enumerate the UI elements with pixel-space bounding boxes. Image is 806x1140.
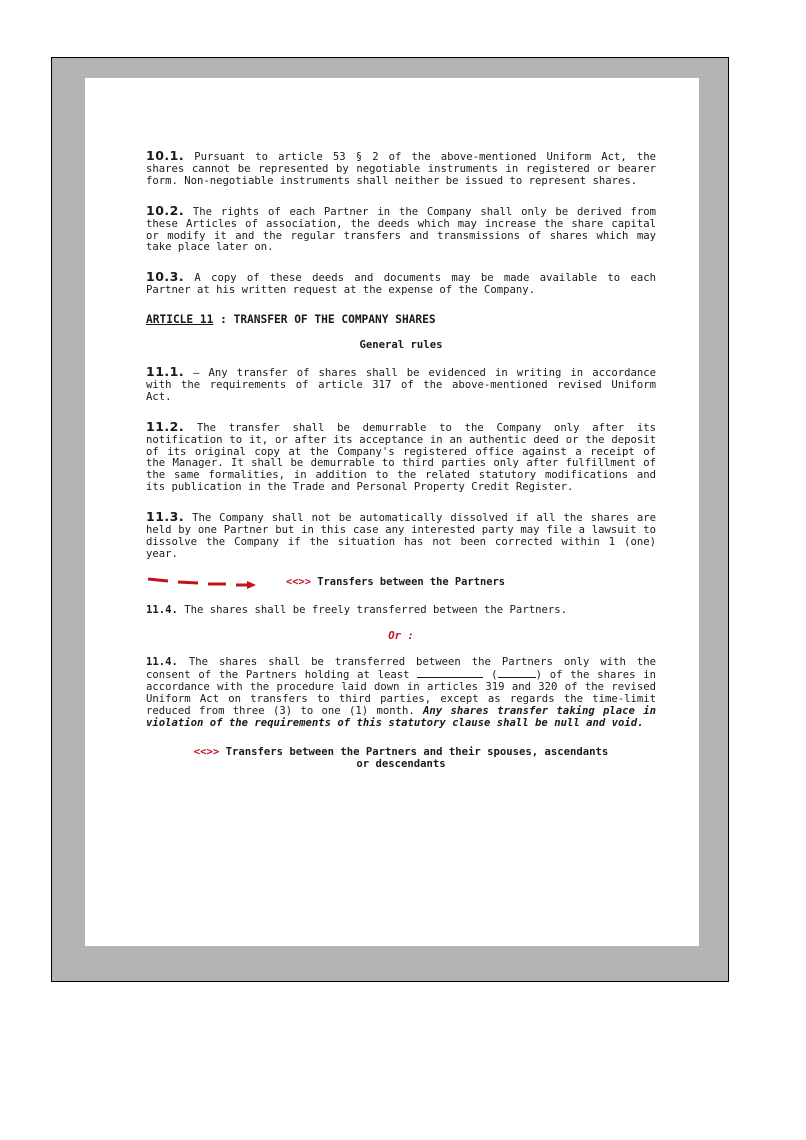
- option-title-line1: Transfers between the Partners and their spouses, ascendants: [225, 746, 609, 758]
- clause-10-2: [146, 202, 656, 255]
- option-2-heading-line2: or descendants: [356, 757, 446, 770]
- document-page: [85, 78, 699, 946]
- clause-text-c: ) of the shares in accordance with the procedure laid down in articles 319 and 320 of the revised Uniform Act on transfers to third parties, except as regards the time-limit reduced from three (3) to one (1) month.: [146, 669, 656, 718]
- option-title: Transfers between the Partners: [317, 575, 505, 588]
- clause-11-2: [146, 418, 656, 494]
- dashed-arrow-icon: [146, 575, 266, 591]
- clause-number: 10.3.: [146, 269, 185, 285]
- clause-text-a: The shares shall be transferred between the Partners only with the consent of the Partners holding at least: [146, 655, 656, 682]
- clause-11-1: [146, 363, 656, 404]
- option-symbol: <<>>: [286, 575, 312, 588]
- clause-11-4-option-b: [146, 657, 656, 730]
- clause-number: 10.2.: [146, 202, 185, 218]
- article-title: TRANSFER OF THE COMPANY SHARES: [233, 313, 436, 327]
- clause-text: The Company shall not be automatically dissolved if all the shares are held by one Partner but in this case any interested party may file a lawsuit to dissolve the Company if the situation has not been corrected within 1 (one) year.: [146, 512, 656, 560]
- general-rules-subheading: General rules: [359, 339, 443, 352]
- clause-number: 11.4.: [146, 655, 178, 668]
- clause-text-b: (: [491, 669, 498, 682]
- clause-11-3: [146, 511, 656, 561]
- clause-number: 11.1.: [146, 363, 185, 379]
- clause-text: The transfer shall be demurrable to the Company only after its notification to it, or after its acceptance in an authentic deed or the deposit of its original copy at the Company's registered office against a receipt of the Manager. It shall be demurrable to third parties only after fulfillment of the same formalities, in addition to the related statutory modifications and its publication in the Trade and Personal Property Credit Register.: [146, 421, 656, 494]
- or-separator: Or :: [388, 629, 414, 642]
- clause-10-3: [146, 271, 656, 297]
- clause-10-1: [146, 150, 656, 188]
- clause-11-4-option-a: [146, 605, 656, 617]
- document-content: [146, 150, 656, 771]
- option-symbol: <<>>: [193, 746, 220, 758]
- clause-text: Pursuant to article 53 § 2 of the above-mentioned Uniform Act, the shares cannot be represented by negotiable instruments in registered or bearer form. Non-negotiable instruments shall neither be issued to represent shares.: [146, 151, 656, 187]
- clause-text: – Any transfer of shares shall be evidenced in writing in accordance with the requirements of article 317 of the above-mentioned revised Uniform Act.: [146, 366, 656, 403]
- clause-number: 11.2.: [146, 418, 185, 434]
- fraction-blank: [417, 668, 483, 678]
- clause-text: The shares shall be freely transferred between the Partners.: [184, 603, 567, 616]
- number-blank: [498, 668, 536, 678]
- document-frame: [51, 57, 729, 982]
- article-separator: :: [213, 313, 234, 327]
- clause-number: 11.4.: [146, 603, 178, 616]
- option-1-row: [146, 575, 656, 591]
- option-1-heading: [286, 577, 505, 589]
- clause-number: 10.1.: [146, 148, 185, 163]
- clause-bold-italic: Any shares transfer taking place in violation of the requirements of this statutory clause shall be null and void.: [146, 705, 656, 730]
- clause-number: 11.3.: [146, 509, 185, 525]
- clause-text: A copy of these deeds and documents may be made available to each Partner at his written request at the expense of the Company.: [146, 272, 656, 297]
- clause-text: The rights of each Partner in the Company shall only be derived from these Articles of association, the deeds which may increase the share capital or modify it and the regular transfers and transmissions of shares which may take place later on.: [146, 205, 656, 254]
- article-label: ARTICLE 11: [146, 313, 214, 327]
- article-11-heading: [146, 314, 656, 326]
